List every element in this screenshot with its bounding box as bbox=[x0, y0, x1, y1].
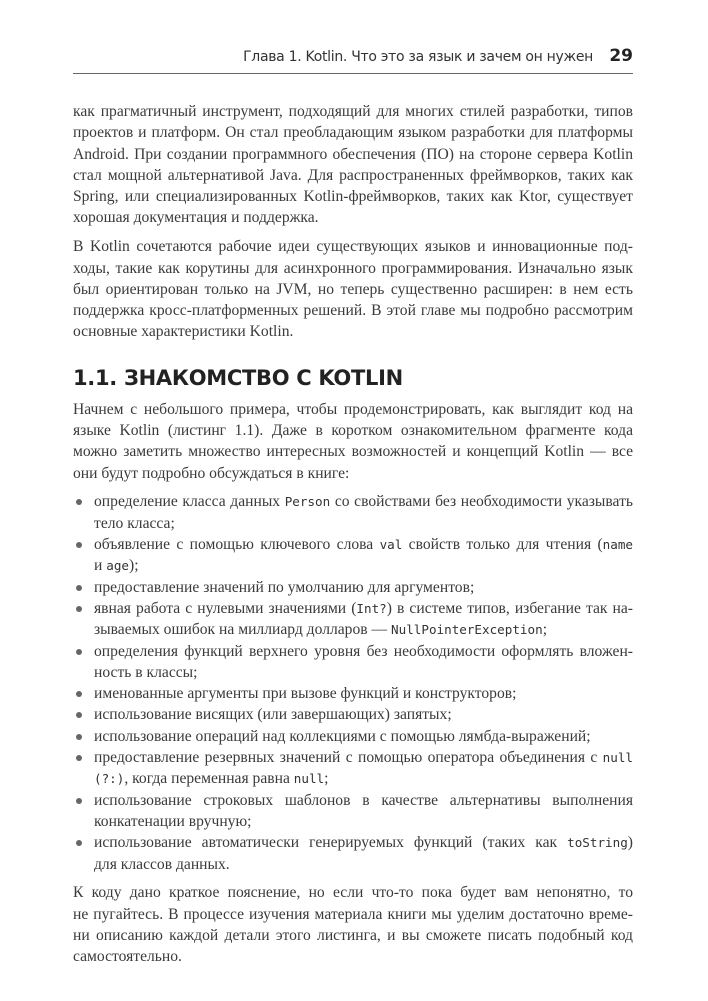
list-item bbox=[73, 704, 633, 725]
text-span: тело класса; bbox=[94, 514, 175, 532]
text-line bbox=[94, 790, 633, 811]
text-span: К коду дано краткое пояснение, но если что-то пока будет вам непонятно, то bbox=[73, 884, 633, 902]
text-span: зываемых ошибок на миллиард долларов — bbox=[94, 621, 392, 639]
text-span: конкатенации вручную; bbox=[94, 812, 252, 830]
bullet-icon bbox=[76, 649, 82, 655]
inline-code: toString bbox=[567, 835, 628, 851]
list-item bbox=[73, 832, 633, 875]
text-line bbox=[94, 641, 633, 662]
list-item bbox=[73, 641, 633, 684]
text-span: ность в классы; bbox=[94, 663, 198, 681]
text-line bbox=[94, 491, 633, 512]
bullet-icon bbox=[76, 840, 82, 846]
text-line bbox=[73, 441, 633, 462]
text-line bbox=[94, 854, 633, 875]
running-header bbox=[73, 46, 633, 74]
text-line bbox=[94, 662, 633, 683]
list-item bbox=[73, 683, 633, 704]
text-span: Начнем с небольшого примера, чтобы продемонстрировать, как выглядит код на bbox=[73, 400, 633, 418]
text-span: ни описанию каждой детали этого листинга, и вы сможете писать подобный код bbox=[73, 926, 633, 944]
text-line bbox=[94, 726, 633, 747]
text-span: ходы, такие как корутины для асинхронного программирования. Изначально язык bbox=[73, 259, 633, 277]
inline-code: (?:) bbox=[94, 771, 125, 787]
text-line bbox=[73, 236, 633, 257]
inline-code: Int? bbox=[356, 600, 387, 616]
text-line bbox=[94, 577, 633, 598]
list-item bbox=[73, 491, 633, 534]
text-span: В Kotlin сочетаются рабочие идеи существующих языков и инновационные под- bbox=[73, 238, 633, 256]
bullet-icon bbox=[76, 712, 82, 718]
text-span: языке Kotlin (листинг 1.1). Даже в коротком ознакомительном фрагменте кода bbox=[73, 422, 633, 440]
text-span: предоставление резервных значений с помощью оператора объединения с bbox=[94, 749, 603, 767]
bullet-icon bbox=[76, 734, 82, 740]
text-line bbox=[94, 619, 633, 640]
list-item bbox=[73, 577, 633, 598]
text-line bbox=[73, 279, 633, 300]
list-item bbox=[73, 747, 633, 790]
text-span: определение класса данных bbox=[94, 493, 285, 511]
intro-paragraphs bbox=[73, 101, 633, 343]
text-line bbox=[73, 258, 633, 279]
text-line bbox=[94, 598, 633, 619]
text-span: определения функций верхнего уровня без необходимости оформлять вложен- bbox=[94, 642, 633, 660]
text-span: , когда переменная равна bbox=[124, 770, 294, 788]
inline-code: age bbox=[106, 558, 129, 574]
text-span: ; bbox=[542, 621, 548, 639]
text-line bbox=[73, 144, 633, 165]
text-span: и bbox=[94, 557, 107, 575]
inline-code: Person bbox=[284, 494, 331, 510]
text-span: Spring, или специализированных Kotlin-фреймворков, таких как Ktor, существует bbox=[73, 188, 633, 206]
text-span: использование висящих (или завершающих) запятых; bbox=[94, 706, 452, 724]
text-line bbox=[73, 420, 633, 441]
text-span: ) bbox=[627, 834, 633, 852]
text-span: проектов и платформ. Он стал преобладающим языком разработки для платформы bbox=[73, 124, 633, 142]
text-span: предоставление значений по умолчанию для аргументов; bbox=[94, 578, 475, 596]
text-line bbox=[73, 101, 633, 122]
text-span: явная работа с нулевыми значениями ( bbox=[94, 599, 357, 617]
text-span: объявление с помощью ключевого слова bbox=[94, 536, 380, 554]
list-item bbox=[73, 534, 633, 577]
text-line bbox=[94, 534, 633, 555]
text-line bbox=[94, 555, 633, 576]
inline-code: NullPointerException bbox=[391, 622, 543, 638]
text-span: ; bbox=[324, 770, 329, 788]
text-line bbox=[73, 904, 633, 925]
inline-code: null bbox=[602, 750, 633, 766]
inline-code: null bbox=[293, 771, 325, 787]
text-line bbox=[73, 399, 633, 420]
paragraph bbox=[73, 101, 633, 229]
bullet-icon bbox=[76, 606, 82, 612]
text-line bbox=[73, 463, 633, 484]
text-span: как прагматичный инструмент, подходящий для многих стилей разработки, типов bbox=[73, 103, 633, 120]
inline-code: name bbox=[602, 537, 633, 553]
bullet-icon bbox=[76, 542, 82, 548]
text-line bbox=[94, 811, 633, 832]
closing-paragraph bbox=[73, 882, 633, 967]
text-line bbox=[94, 683, 633, 704]
paragraph bbox=[73, 236, 633, 342]
text-line bbox=[73, 882, 633, 903]
list-item bbox=[73, 598, 633, 641]
text-line bbox=[94, 832, 633, 853]
page-number: 29 bbox=[609, 46, 633, 66]
text-span: использование автоматически генерируемых функций (таких как bbox=[94, 834, 568, 852]
text-span: они будут подробно обсуждаться в книге: bbox=[73, 464, 350, 482]
chapter-title: Глава 1. Kotlin. Что это за язык и зачем он нужен bbox=[243, 49, 593, 65]
text-span: самостоятельно. bbox=[73, 948, 182, 966]
text-span: можно заметить множество интересных возможностей и концепций Kotlin — все bbox=[73, 443, 633, 461]
text-line bbox=[73, 321, 633, 342]
text-line bbox=[94, 747, 633, 768]
bullet-icon bbox=[76, 691, 82, 697]
text-span: Android. При создании программного обеспечения (ПО) на стороне сервера Kotlin bbox=[73, 145, 633, 163]
list-item bbox=[73, 790, 633, 833]
text-span: для классов данных. bbox=[94, 855, 230, 873]
text-line bbox=[73, 165, 633, 186]
list-item bbox=[73, 726, 633, 747]
text-span: свойств только для чтения ( bbox=[402, 536, 603, 554]
text-span: хорошая документация и поддержка. bbox=[73, 209, 319, 227]
feature-list bbox=[73, 491, 633, 874]
text-line bbox=[73, 186, 633, 207]
text-span: ); bbox=[129, 557, 139, 575]
text-line bbox=[73, 207, 633, 228]
text-span: стал мощной альтернативой Java. Для распространенных фреймворков, таких как bbox=[73, 166, 633, 184]
bullet-icon bbox=[76, 798, 82, 804]
text-line bbox=[94, 513, 633, 534]
text-line bbox=[73, 300, 633, 321]
text-span: именованные аргументы при вызове функций и конструкторов; bbox=[94, 685, 517, 703]
text-span: со свойствами без необходимости указывать bbox=[330, 493, 633, 511]
section-intro bbox=[73, 399, 633, 484]
text-line bbox=[73, 925, 633, 946]
bullet-icon bbox=[76, 585, 82, 591]
section-heading: 1.1. ЗНАКОМСТВО С KOTLIN bbox=[73, 365, 403, 390]
text-span: использование операций над коллекциями с помощью лямбда-выражений; bbox=[94, 727, 591, 745]
text-span: использование строковых шаблонов в качестве альтернативы выполнения bbox=[94, 791, 633, 809]
text-span: поддержка кросс-платформенных решений. В этой главе мы подробно рассмотрим bbox=[73, 302, 633, 320]
bullet-icon bbox=[76, 755, 82, 761]
text-line bbox=[73, 122, 633, 143]
text-span: основные характеристики Kotlin. bbox=[73, 323, 294, 341]
text-span: ) в системе типов, избегание так на- bbox=[386, 599, 633, 617]
text-span: был ориентирован только на JVM, но теперь существенно расширен: в нем есть bbox=[73, 280, 633, 298]
bullet-icon bbox=[76, 499, 82, 505]
text-line bbox=[94, 768, 633, 789]
page-body bbox=[73, 101, 633, 967]
text-line bbox=[73, 946, 633, 967]
inline-code: val bbox=[379, 537, 403, 553]
text-span: не пугайтесь. В процессе изучения материала книги мы уделим достаточно време- bbox=[73, 905, 633, 923]
text-line bbox=[94, 704, 633, 725]
